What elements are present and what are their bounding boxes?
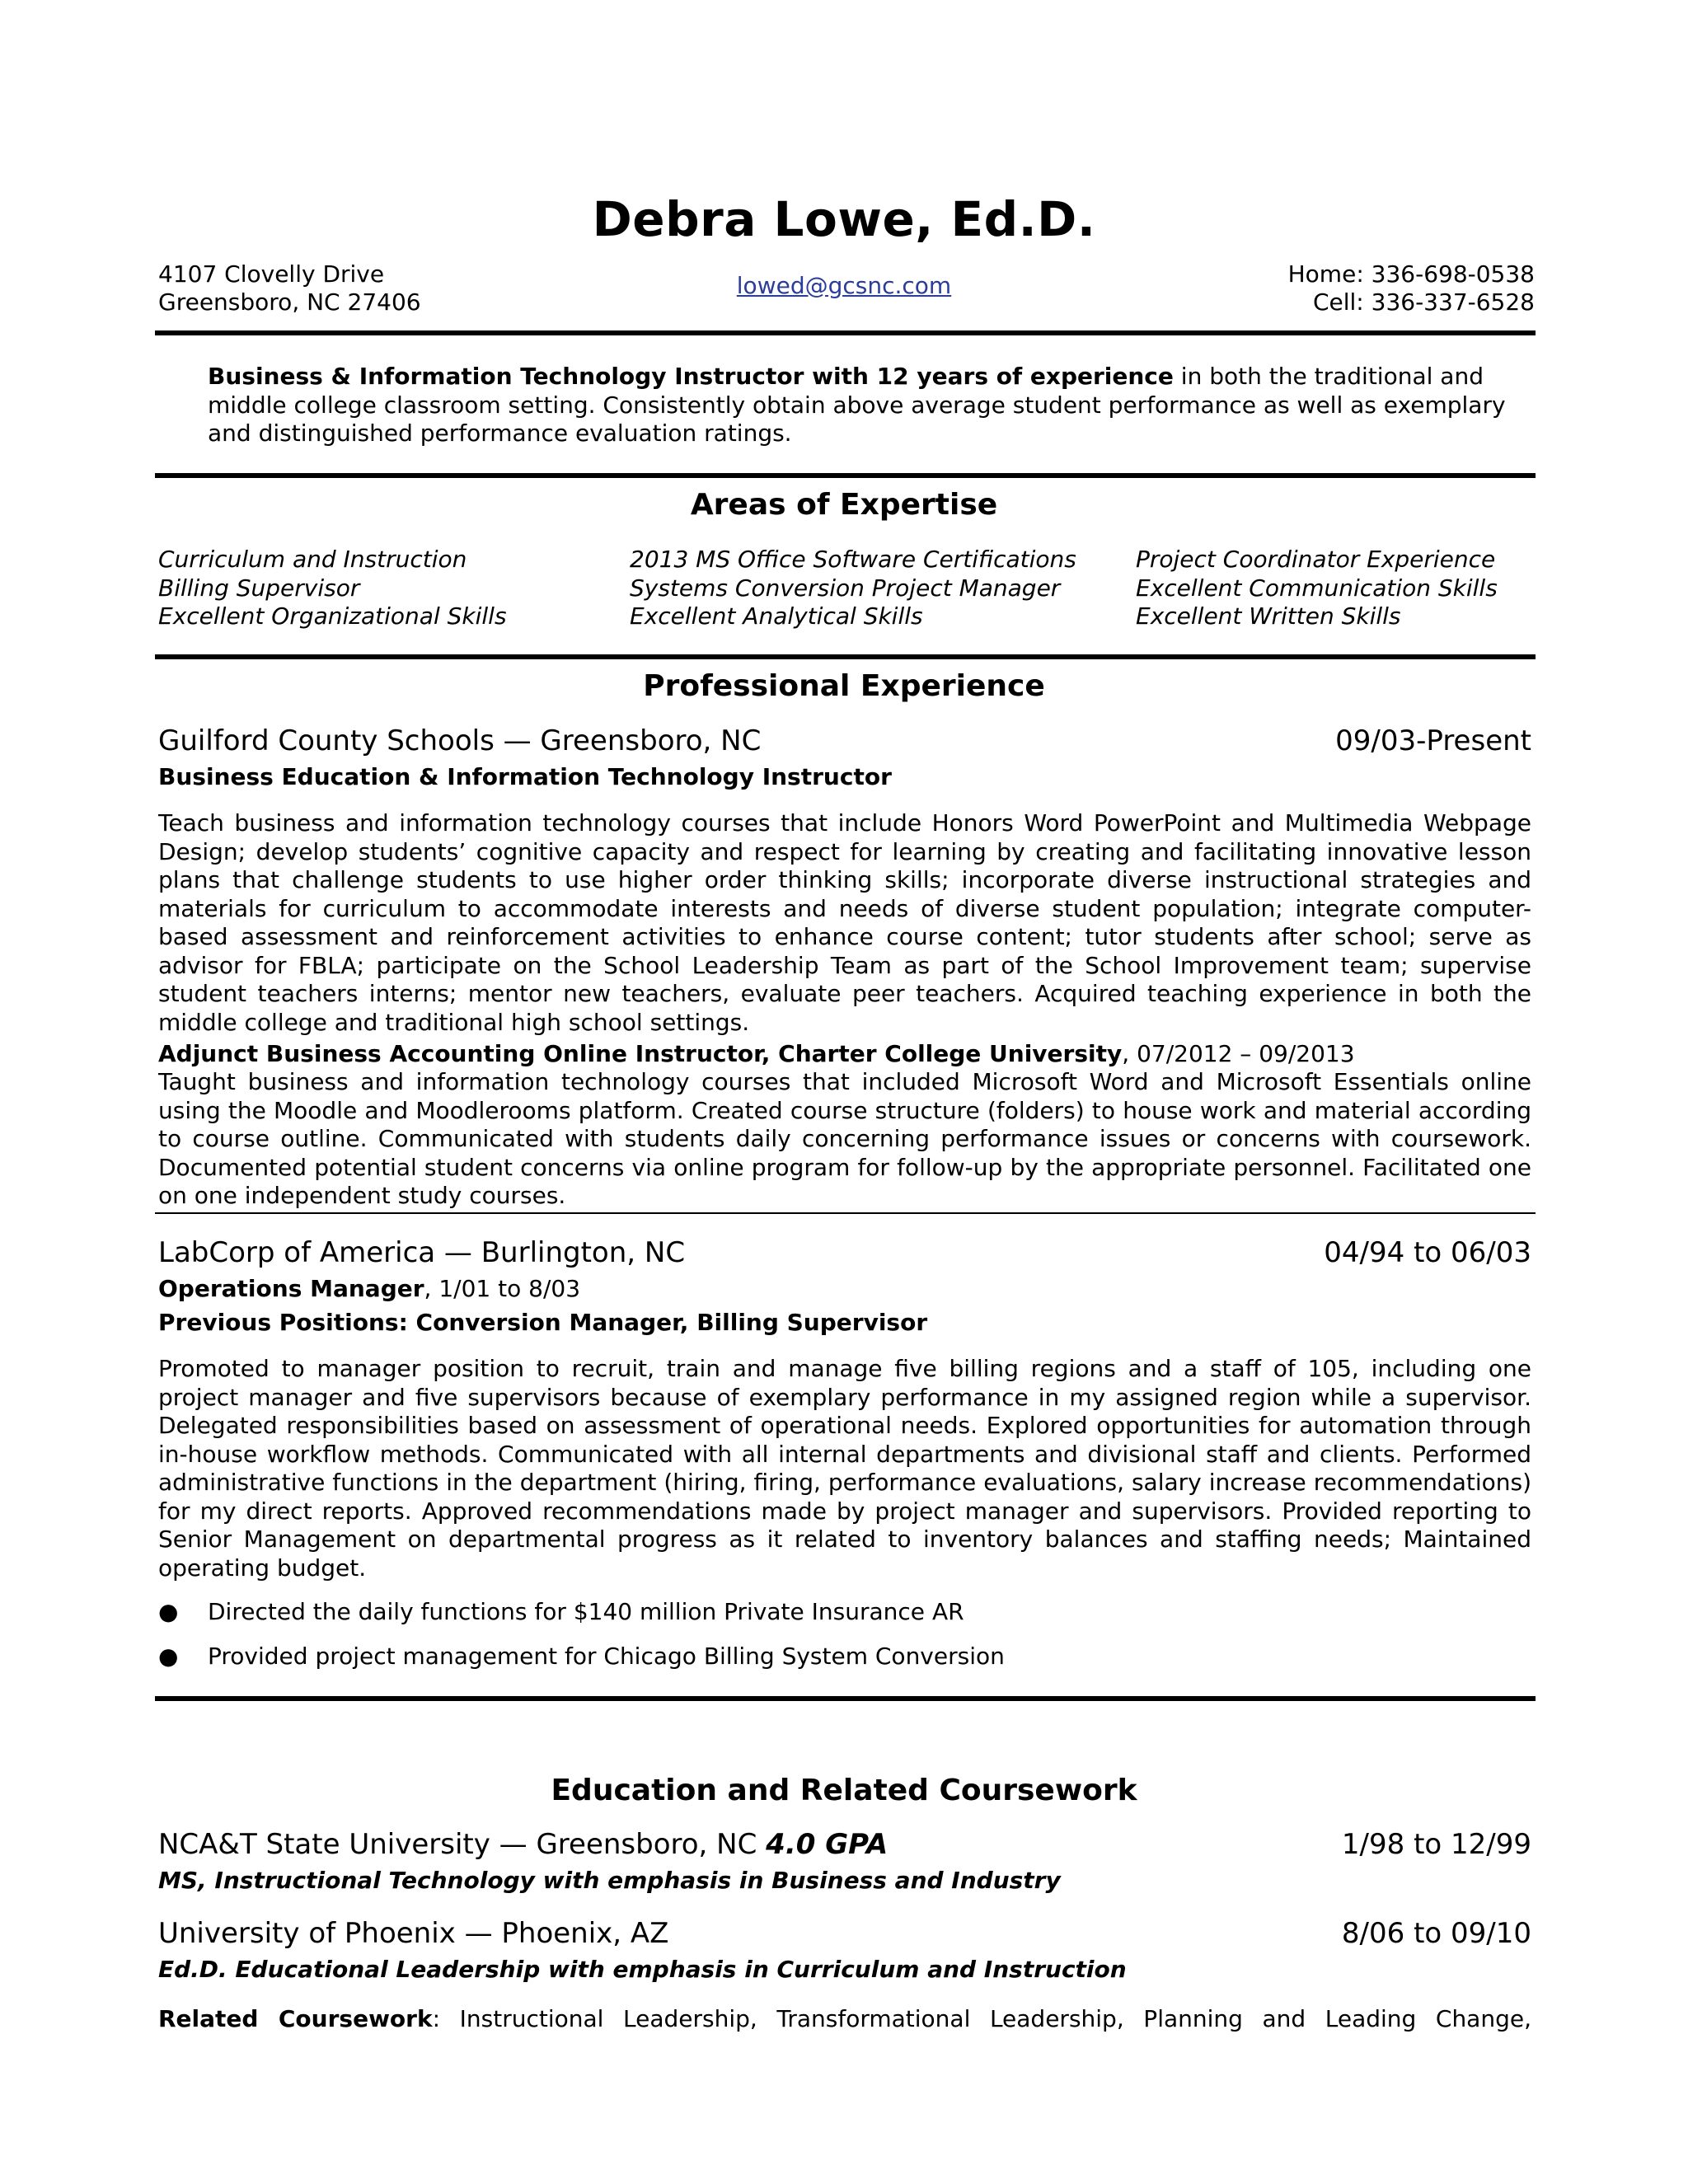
education-dates: 1/98 to 12/99 — [1341, 1828, 1531, 1861]
expertise-item: Project Coordinator Experience — [1136, 546, 1496, 573]
divider — [155, 654, 1536, 659]
adjunct-title: Adjunct Business Accounting Online Instructor, Charter College University — [158, 1040, 1123, 1067]
employer: LabCorp of America — Burlington, NC — [158, 1236, 686, 1269]
job-description: Promoted to manager position to recruit, train and manage five billing regions and a staff of 105, including one project manager and five supervisors because of exemplary performance in my assigned region while a supervisor. Delegated responsibilities based on assessment of operational needs. Explored opportunities for automation through in-house workflow methods. Communicated with all internal departments and divisional staff and clients. Performed administrative functions in the department (hiring, firing, performance evaluations, salary increase recommendations) for my direct reports. Approved recommendations made by project manager and supervisors. Provided reporting to Senior Management on departmental progress as it related to inventory balances and staffing needs; Maintained operating budget. — [158, 1355, 1531, 1582]
divider — [155, 1212, 1536, 1214]
expertise-item: Excellent Written Skills — [1136, 602, 1401, 630]
expertise-column-2 — [630, 546, 1076, 631]
school-line — [158, 1828, 888, 1861]
job-title-dates: , 1/01 to 8/03 — [424, 1275, 581, 1302]
job-header — [158, 724, 1531, 757]
summary-lead: Business & Information Technology Instructor with 12 years of experience — [208, 363, 1174, 390]
adjunct-role — [158, 1040, 1355, 1068]
previous-positions: Previous Positions: Conversion Manager, Billing Supervisor — [158, 1309, 928, 1336]
section-title-experience: Professional Experience — [643, 669, 1045, 703]
adjunct-description: Taught business and information technology courses that included Microsoft Word and Microsoft Essentials online using the Moodle and Moodlerooms platform. Created course structure (folders) to house work and material according to course outline. Communicated with students daily concerning performance issues or concerns with coursework. Documented potential student concerns via online program for follow-up by the appropriate personnel. Facilitated one on one independent study courses. — [158, 1068, 1531, 1209]
school-name: NCA&T State University — Greensboro, NC — [158, 1828, 767, 1861]
accomplishment-list — [158, 1590, 1005, 1679]
degree: Ed.D. Educational Leadership with emphasis in Curriculum and Instruction — [158, 1956, 1127, 1983]
education-header — [158, 1828, 1531, 1861]
expertise-item: 2013 MS Office Software Certifications — [630, 546, 1076, 573]
school-name: University of Phoenix — Phoenix, AZ — [158, 1917, 669, 1950]
summary — [208, 363, 1535, 448]
adjunct-dates: , 07/2012 – 09/2013 — [1122, 1040, 1355, 1067]
degree: MS, Instructional Technology with emphasis in Business and Industry — [158, 1867, 1061, 1894]
expertise-item: Billing Supervisor — [158, 574, 360, 602]
expertise-item: Systems Conversion Project Manager — [630, 574, 1061, 602]
candidate-name: Debra Lowe, Ed.D. — [592, 191, 1096, 247]
cell-phone: Cell: 336-337-6528 — [1312, 288, 1535, 316]
list-item-text: Provided project management for Chicago Billing System Conversion — [208, 1643, 1005, 1670]
divider — [155, 1696, 1536, 1701]
section-title-expertise: Areas of Expertise — [690, 488, 998, 522]
home-phone: Home: 336-698-0538 — [1287, 260, 1535, 288]
job-title: Business Education & Information Technology Instructor — [158, 763, 892, 790]
expertise-column-3 — [1136, 546, 1498, 631]
employer: Guilford County Schools — Greensboro, NC — [158, 724, 762, 757]
job-header — [158, 1236, 1531, 1269]
list-item-text: Directed the daily functions for $140 million Private Insurance AR — [208, 1598, 964, 1625]
divider — [155, 330, 1536, 335]
coursework-label: Related Coursework — [158, 2005, 433, 2032]
list-item — [158, 1634, 1005, 1679]
summary-rest: in both the traditional and middle college classroom setting. Consistently obtain above average student performance as well as exemplary and distinguished performance evaluation ratings. — [208, 363, 1506, 447]
email-link[interactable]: lowed@gcsnc.com — [736, 272, 952, 299]
job-title: Operations Manager — [158, 1275, 424, 1302]
job-description: Teach business and information technology courses that include Honors Word PowerPoint and Multimedia Webpage Design; develop students’ cognitive capacity and respect for learning by creating and facilitating innovative lesson plans that challenge students to use higher order thinking skills; incorporate diverse instructional strategies and materials for curriculum to accommodate interests and needs of diverse student population; integrate computer-based assessment and reinforcement activities to enhance course content; tutor students after school; serve as advisor for FBLA; participate on the School Leadership Team as part of the School Improvement team; supervise student teachers interns; mentor new teachers, evaluate peer teachers. Acquired teaching experience in both the middle college and traditional high school settings. — [158, 809, 1531, 1036]
divider — [155, 473, 1536, 478]
bullet-icon: ● — [158, 1643, 179, 1670]
job-dates: 04/94 to 06/03 — [1324, 1236, 1531, 1269]
expertise-item: Curriculum and Instruction — [158, 546, 467, 573]
related-coursework — [158, 2005, 1531, 2034]
expertise-item: Excellent Analytical Skills — [630, 602, 923, 630]
education-header — [158, 1917, 1531, 1950]
education-dates: 8/06 to 09/10 — [1341, 1917, 1531, 1950]
expertise-item: Excellent Communication Skills — [1136, 574, 1498, 602]
list-item — [158, 1590, 1005, 1634]
address-line-1: 4107 Clovelly Drive — [158, 260, 385, 288]
bullet-icon: ● — [158, 1598, 179, 1625]
expertise-column-1 — [158, 546, 507, 631]
job-dates: 09/03-Present — [1335, 724, 1531, 757]
gpa: 4.0 GPA — [766, 1828, 889, 1861]
phone-numbers — [1288, 260, 1535, 316]
job-title-line — [158, 1275, 580, 1303]
coursework-text: : Instructional Leadership, Transformational Leadership, Planning and Leading Change, — [432, 2005, 1531, 2032]
section-title-education: Education and Related Coursework — [551, 1774, 1137, 1807]
address-line-2: Greensboro, NC 27406 — [158, 288, 421, 316]
expertise-item: Excellent Organizational Skills — [158, 602, 507, 630]
